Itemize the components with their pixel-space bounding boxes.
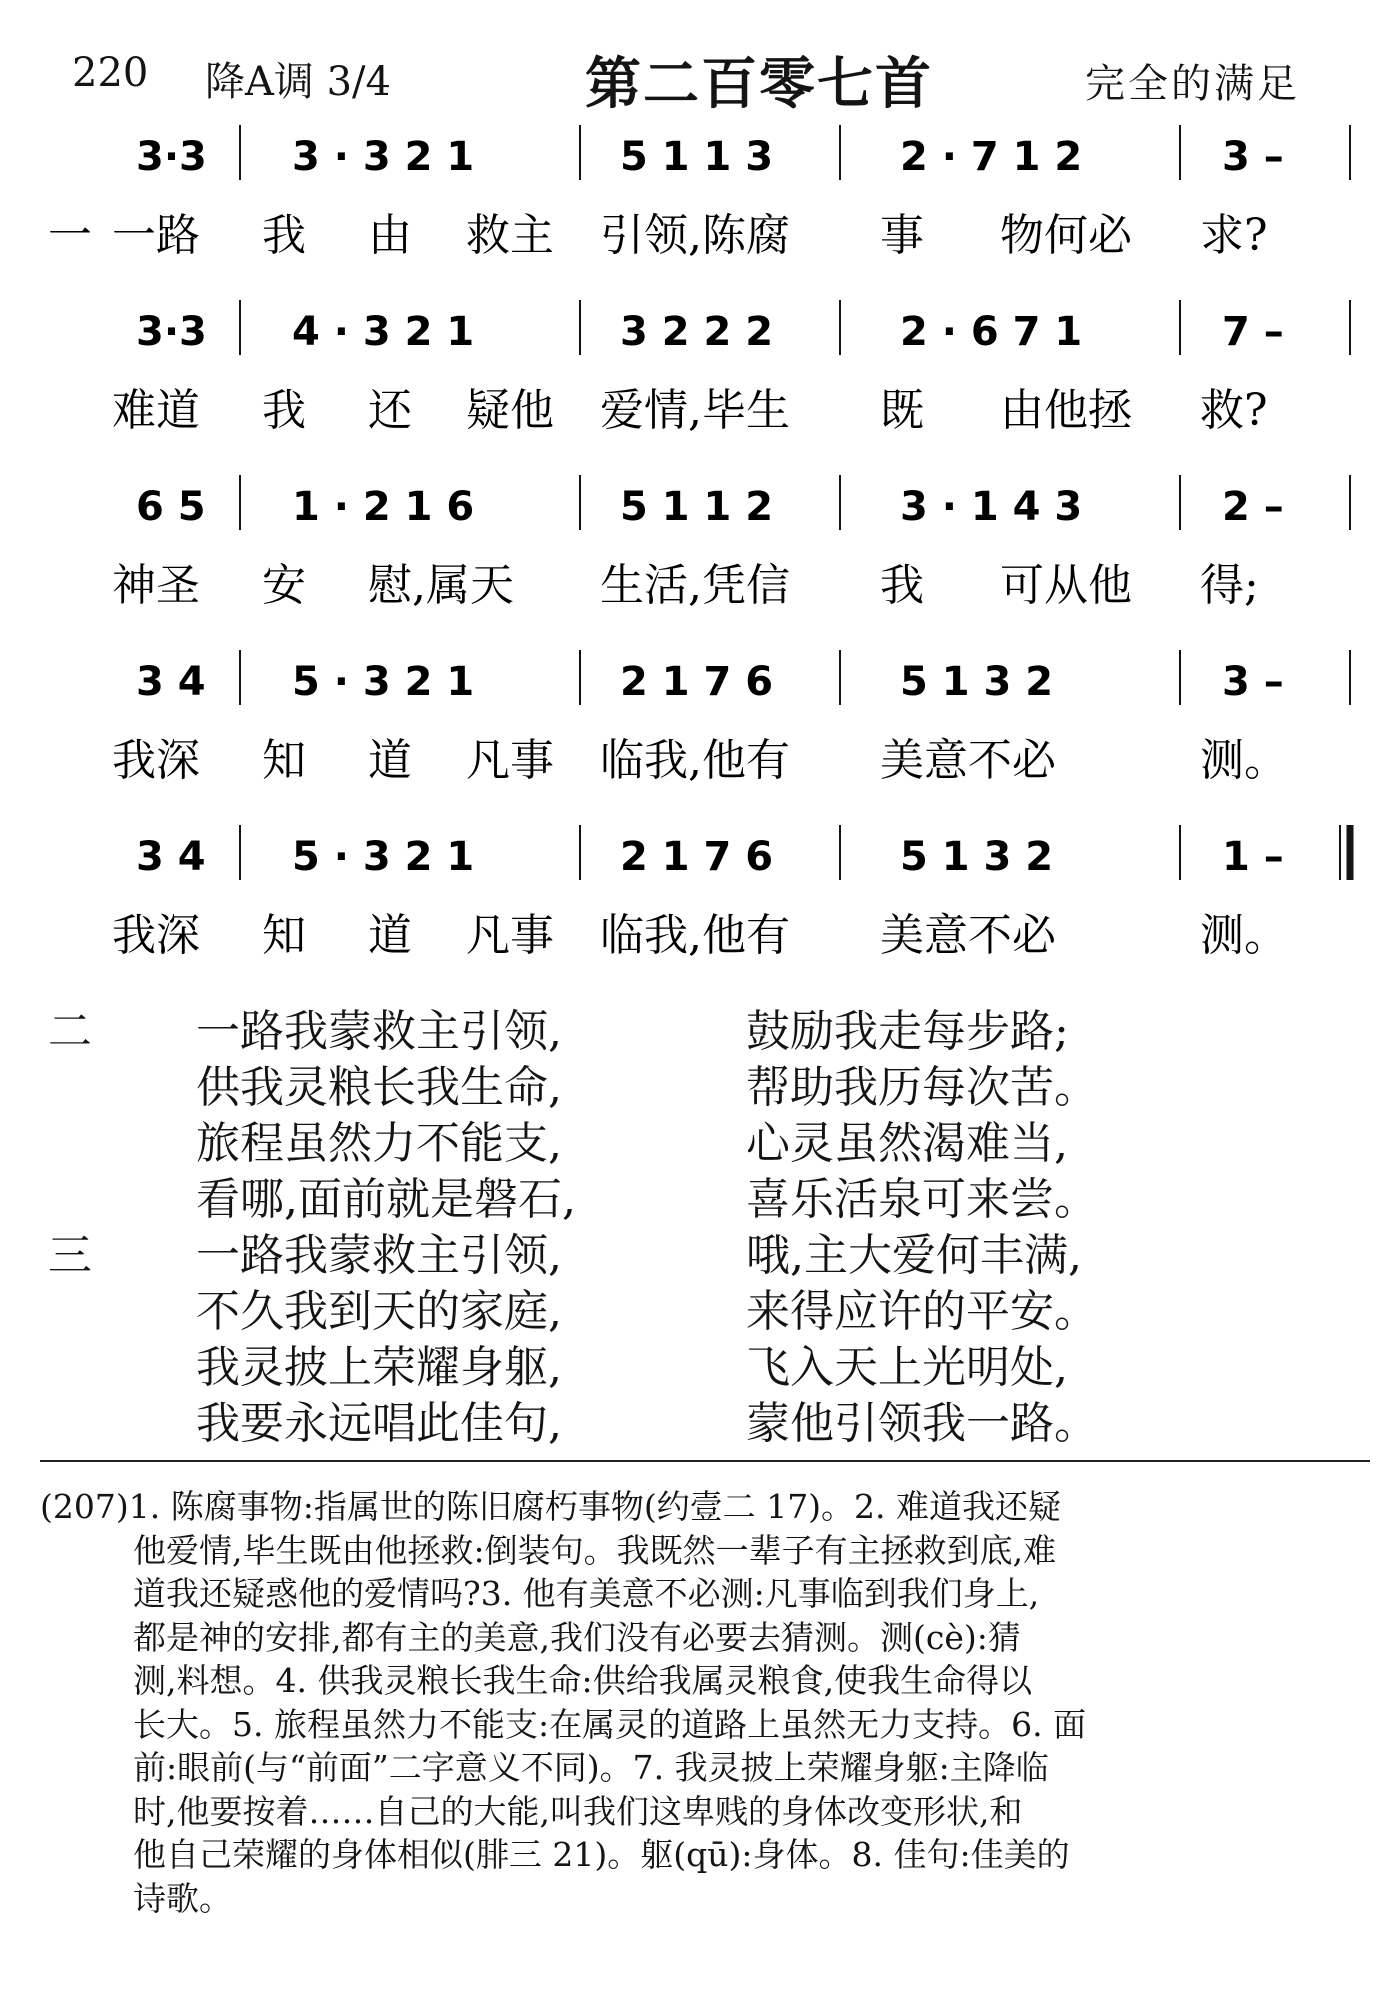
footnote-line: 前:眼前(与“前面”二字意义不同)。7. 我灵披上荣耀身躯:主降临 — [133, 1748, 1049, 1787]
note-group: 3·3 — [136, 309, 207, 355]
lyric-syllables: 美意不必 — [880, 735, 1056, 786]
note-group: 5 · 3 2 1 — [292, 659, 475, 705]
lyric-syllables: 临我,他有 — [600, 910, 790, 961]
footnote-line: 测,料想。4. 供我灵粮长我生命:供给我属灵粮食,使我生命得以 — [133, 1661, 1033, 1700]
lyric-syllables: 测。 — [1200, 735, 1288, 786]
lyric-syllables: 由他拯 — [1000, 385, 1132, 436]
lyric-syllables: 可从他 — [1000, 560, 1132, 611]
verse-line: 不久我到天的家庭, — [196, 1286, 562, 1337]
verse-line: 供我灵粮长我生命, — [196, 1062, 562, 1113]
verse-line: 鼓励我走每步路; — [746, 1006, 1069, 1057]
lyric-syllables: 我 — [880, 560, 924, 611]
verse-line: 哦,主大爱何丰满, — [746, 1230, 1082, 1281]
hymn-page-number: 220 — [72, 50, 149, 96]
footnote-line: (207)1. 陈腐事物:指属世的陈旧腐朽事物(约壹二 17)。2. 难道我还疑 — [40, 1487, 1062, 1526]
note-group: 5 1 1 2 — [620, 484, 774, 530]
note-group: 3 2 2 2 — [620, 309, 774, 355]
lyric-syllables: 生活,凭信 — [600, 560, 790, 611]
lyric-syllables: 救? — [1200, 385, 1268, 436]
lyric-syllables: 一路 — [112, 210, 200, 261]
verse-line: 心灵虽然渴难当, — [746, 1118, 1068, 1169]
lyric-syllables: 难道 — [112, 385, 200, 436]
verse-line: 蒙他引领我一路。 — [746, 1398, 1098, 1449]
note-group: 2 1 7 6 — [620, 659, 774, 705]
lyric-syllables: 引领,陈腐 — [600, 210, 790, 261]
lyric-syllables: 临我,他有 — [600, 735, 790, 786]
note-group: 2 – — [1222, 484, 1284, 530]
lyric-syllables: 凡事 — [466, 910, 554, 961]
footnote-line: 时,他要按着……自己的大能,叫我们这卑贱的身体改变形状,和 — [133, 1791, 1023, 1831]
hymn-subtitle: 完全的满足 — [1085, 61, 1300, 107]
lyric-syllables: 神圣 — [112, 560, 200, 611]
note-group: 3 · 3 2 1 — [292, 134, 475, 180]
section-divider — [40, 1460, 1370, 1462]
lyric-syllables: 道 — [368, 910, 412, 961]
verse-line: 一路我蒙救主引领, — [196, 1230, 562, 1281]
note-group: 3 4 — [136, 834, 206, 880]
note-group: 3 · 1 4 3 — [900, 484, 1083, 530]
lyric-syllables: 事 — [880, 210, 924, 261]
lyric-syllables: 我 — [262, 385, 306, 436]
verse-line: 看哪,面前就是磐石, — [196, 1174, 576, 1225]
footnote-line: 都是神的安排,都有主的美意,我们没有必要去猜测。测(cè):猜 — [133, 1617, 1021, 1657]
lyric-syllables: 我深 — [112, 735, 200, 786]
verse-line: 我灵披上荣耀身躯, — [196, 1342, 562, 1393]
verse-number: 三 — [48, 1230, 92, 1281]
additional-verses — [0, 995, 1400, 1449]
verse-number: 二 — [48, 1006, 92, 1057]
lyric-syllables: 测。 — [1200, 910, 1288, 961]
verse-number: 一 — [48, 210, 92, 261]
lyric-syllables: 物何必 — [1000, 210, 1132, 261]
lyric-syllables: 凡事 — [466, 735, 554, 786]
footnote-line: 他爱情,毕生既由他拯救:倒装句。我既然一辈子有主拯救到底,难 — [133, 1530, 1057, 1570]
footnote-line: 长大。5. 旅程虽然力不能支:在属灵的道路上虽然无力支持。6. 面 — [133, 1704, 1087, 1744]
verse-line: 帮助我历每次苦。 — [746, 1062, 1098, 1113]
lyric-syllables: 既 — [880, 385, 924, 436]
verse-line: 旅程虽然力不能支, — [196, 1118, 562, 1169]
note-group: 2 · 6 7 1 — [900, 309, 1083, 355]
note-group: 2 · 7 1 2 — [900, 134, 1083, 180]
lyric-syllables: 安 — [262, 560, 306, 611]
verse-line: 我要永远唱此佳句, — [196, 1398, 562, 1449]
verse-line: 喜乐活泉可来尝。 — [746, 1174, 1098, 1225]
footnote-line: 道我还疑惑他的爱情吗?3. 他有美意不必测:凡事临到我们身上, — [133, 1574, 1040, 1613]
footnotes — [40, 1485, 1380, 1920]
lyric-syllables: 慰,属天 — [368, 560, 514, 611]
note-group: 3 – — [1222, 659, 1284, 705]
lyric-syllables: 救主 — [466, 210, 554, 261]
note-group: 5 1 3 2 — [900, 659, 1054, 705]
lyric-syllables: 知 — [262, 910, 306, 961]
note-group: 4 · 3 2 1 — [292, 309, 475, 355]
verse-line: 飞入天上光明处, — [746, 1342, 1068, 1393]
lyric-syllables: 知 — [262, 735, 306, 786]
verse-line: 一路我蒙救主引领, — [196, 1006, 562, 1057]
footnote-line: 他自己荣耀的身体相似(腓三 21)。躯(qū):身体。8. 佳句:佳美的 — [133, 1835, 1070, 1874]
note-group: 1 – — [1222, 834, 1284, 880]
note-group: 3·3 — [136, 134, 207, 180]
note-group: 5 1 1 3 — [620, 134, 774, 180]
lyric-syllables: 我深 — [112, 910, 200, 961]
lyric-syllables: 得; — [1200, 560, 1259, 611]
note-group: 3 4 — [136, 659, 206, 705]
lyric-syllables: 求? — [1200, 210, 1268, 261]
footnote-line: 诗歌。 — [133, 1878, 232, 1918]
key-signature: 降A调 3/4 — [205, 59, 391, 105]
note-group: 1 · 2 1 6 — [292, 484, 475, 530]
lyric-syllables: 道 — [368, 735, 412, 786]
note-group: 6 5 — [136, 484, 206, 530]
lyric-syllables: 我 — [262, 210, 306, 261]
lyric-syllables: 疑他 — [466, 385, 554, 436]
note-group: 3 – — [1222, 134, 1284, 180]
lyric-syllables: 还 — [368, 385, 412, 436]
lyric-syllables: 爱情,毕生 — [600, 385, 790, 436]
note-group: 2 1 7 6 — [620, 834, 774, 880]
note-group: 5 1 3 2 — [900, 834, 1054, 880]
lyric-syllables: 美意不必 — [880, 910, 1056, 961]
note-group: 7 – — [1222, 309, 1284, 355]
verse-line: 来得应许的平安。 — [746, 1286, 1098, 1337]
note-group: 5 · 3 2 1 — [292, 834, 475, 880]
hymn-title: 第二百零七首 — [585, 52, 933, 117]
lyric-syllables: 由 — [368, 210, 412, 261]
